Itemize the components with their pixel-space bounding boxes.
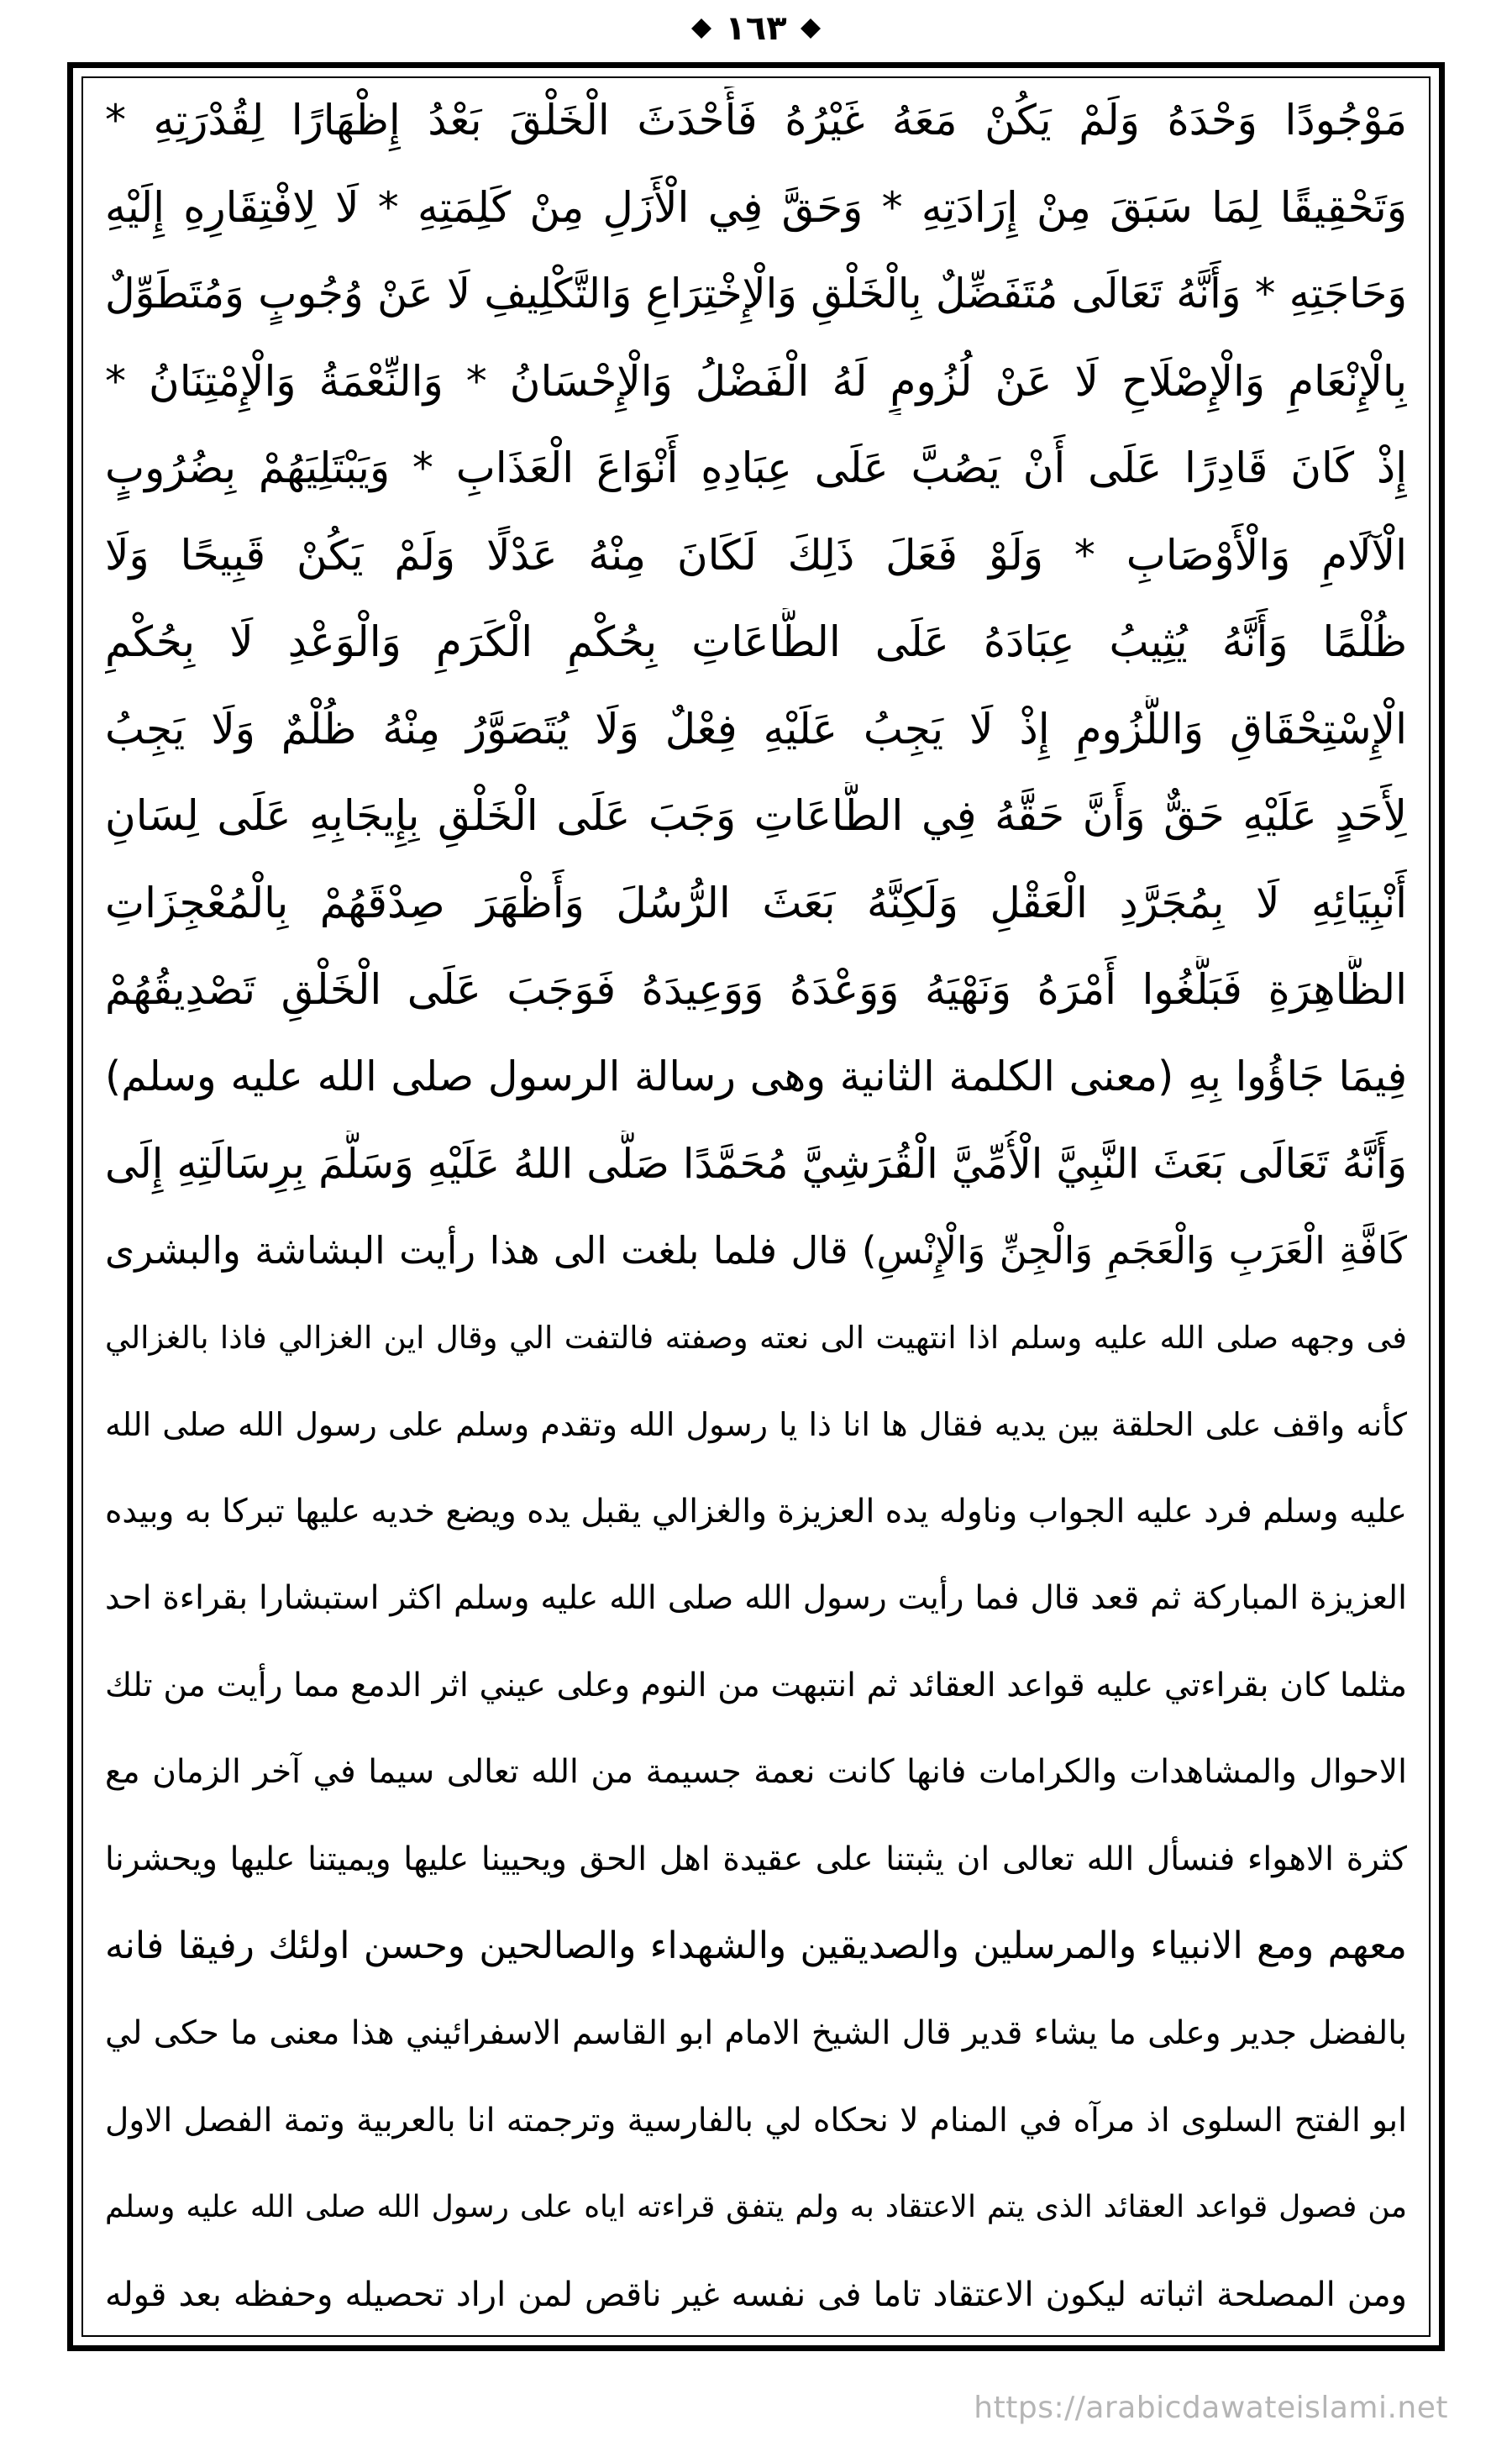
text-line: بالفضل جدير وعلى ما يشاء قدير قال الشيخ الامام ابو القاسم الاسفرائيني هذا معنى ما حكى لي	[105, 2014, 1407, 2053]
text-line: الْآلَامِ وَالْأَوْصَابِ * وَلَوْ فَعَلَ ذَلِكَ لَكَانَ مِنْهُ عَدْلًا وَلَمْ يَكُنْ قَبِيحًا وَلَا	[105, 530, 1407, 580]
text-line: ومن المصلحة اثباته ليكون الاعتقاد تاما فى نفسه غير ناقص لمن اراد تحصيله وحفظه بعد قوله	[105, 2275, 1407, 2314]
text-line: كَافَّةِ الْعَرَبِ وَالْعَجَمِ وَالْجِنِّ وَالْإِنْسِ) قال فلما بلغت الى هذا رأيت البشاشة والبشرى	[105, 1228, 1407, 1273]
text-line: عليه وسلم فرد عليه الجواب وناوله يده العزيزة والغزالي يقبل يده ويضع خديه عليها تبركا به وبيده	[105, 1492, 1407, 1530]
page-number: ١٦٣	[725, 9, 787, 48]
text-line: ظُلْمًا وَأَنَّهُ يُثِيبُ عِبَادَهُ عَلَى الطَّاعَاتِ بِحُكْمِ الْكَرَمِ وَالْوَعْدِ لَا بِحُكْمِ	[105, 617, 1407, 667]
text-line: فى وجهه صلى الله عليه وسلم اذا انتهيت الى نعته وصفته فالتفت الي وقال اين الغزالي فاذا بالغزالي	[105, 1319, 1407, 1356]
page-header	[0, 3, 1512, 54]
text-line: العزيزة المباركة ثم قعد قال فما رأيت رسول الله صلى الله عليه وسلم اكثر استبشارا بقراءة احد	[105, 1579, 1407, 1618]
text-line: كثرة الاهواء فنسأل الله تعالى ان يثبتنا على عقيدة اهل الحق ويحيينا عليها ويميتنا عليها ويحشرنا	[105, 1840, 1407, 1878]
text-line: وَأَنَّهُ تَعَالَى بَعَثَ النَّبِيَّ الْأُمِّيَّ الْقُرَشِيَّ مُحَمَّدًا صَلَّى اللهُ عَلَيْهِ وَسَلَّمَ بِرِسَالَتِهِ إِلَى	[105, 1139, 1407, 1188]
ornament-left-icon	[799, 17, 822, 40]
text-line: معهم ومع الانبياء والمرسلين والصديقين والشهداء والصالحين وحسن اولئك رفيقا فانه	[105, 1924, 1407, 1968]
ornament-right-icon	[690, 17, 713, 40]
text-line: وَحَاجَتِهِ * وَأَنَّهُ تَعَالَى مُتَفَضِّلٌ بِالْخَلْقِ وَالْإِخْتِرَاعِ وَالتَّكْلِيفِ لَا عَنْ وُجُوبٍ وَمُتَطَوِّلٌ	[105, 270, 1407, 318]
text-line: الْإِسْتِحْقَاقِ وَاللُّزُومِ إِذْ لَا يَجِبُ عَلَيْهِ فِعْلٌ وَلَا يُتَصَوَّرُ مِنْهُ ظُلْمٌ وَلَا يَجِبُ	[105, 704, 1407, 753]
text-line: وَتَحْقِيقًا لِمَا سَبَقَ مِنْ إِرَادَتِهِ * وَحَقَّ فِي الْأَزَلِ مِنْ كَلِمَتِهِ * لَا لِافْتِقَارِهِ إِلَيْهِ	[105, 182, 1407, 232]
page-frame	[67, 62, 1445, 2351]
text-line: إِذْ كَانَ قَادِرًا عَلَى أَنْ يَصُبَّ عَلَى عِبَادِهِ أَنْوَاعَ الْعَذَابِ * وَيَبْتَلِيَهُمْ بِضُرُوبٍ	[105, 444, 1407, 493]
text-body	[105, 87, 1407, 2328]
text-line: كأنه واقف على الحلقة بين يديه فقال ها انا ذا يا رسول الله وتقدم وسلم على رسول الله صلى الله	[105, 1406, 1407, 1444]
text-line: بِالْإِنْعَامِ وَالْإِصْلَاحِ لَا عَنْ لُزُومٍ لَهُ الْفَضْلُ وَالْإِحْسَانُ * وَالنِّعْمَةُ وَالْإِمْتِنَانُ *	[105, 356, 1407, 406]
text-line: فِيمَا جَاؤُوا بِهِ (معنى الكلمة الثانية وهى رسالة الرسول صلى الله عليه وسلم)	[105, 1053, 1407, 1101]
text-line: الاحوال والمشاهدات والكرامات فانها كانت نعمة جسيمة من الله تعالى سيما في آخر الزمان مع	[105, 1753, 1407, 1792]
source-watermark: https://arabicdawateislami.net	[974, 2391, 1448, 2425]
text-line: الظَّاهِرَةِ فَبَلَّغُوا أَمْرَهُ وَنَهْيَهُ وَوَعْدَهُ وَوَعِيدَهُ فَوَجَبَ عَلَى الْخَلْقِ تَصْدِيقُهُمْ	[105, 965, 1407, 1015]
text-line: ابو الفتح السلوى اذ مرآه في المنام لا نحكاه لي بالفارسية وترجمته انا بالعربية وتمة الفصل الاول	[105, 2101, 1407, 2139]
text-line: أَنْبِيَائِهِ لَا بِمُجَرَّدِ الْعَقْلِ وَلَكِنَّهُ بَعَثَ الرُّسُلَ وَأَظْهَرَ صِدْقَهُمْ بِالْمُعْجِزَاتِ	[105, 878, 1407, 927]
text-line: مَوْجُودًا وَحْدَهُ وَلَمْ يَكُنْ مَعَهُ غَيْرُهُ فَأَحْدَثَ الْخَلْقَ بَعْدُ إِظْهَارًا لِقُدْرَتِهِ *	[105, 96, 1407, 144]
text-line: مثلما كان بقراءتي عليه قواعد العقائد ثم انتبهت من النوم وعلى عيني اثر الدمع مما رأيت من تلك	[105, 1666, 1407, 1704]
text-line: لِأَحَدٍ عَلَيْهِ حَقٌّ وَأَنَّ حَقَّهُ فِي الطَّاعَاتِ وَجَبَ عَلَى الْخَلْقِ بِإِيجَابِهِ عَلَى لِسَانِ	[105, 791, 1407, 841]
text-line: من فصول قواعد العقائد الذى يتم الاعتقاد به ولم يتفق قراءته اياه على رسول الله صلى الله عليه وسلم	[105, 2190, 1407, 2225]
